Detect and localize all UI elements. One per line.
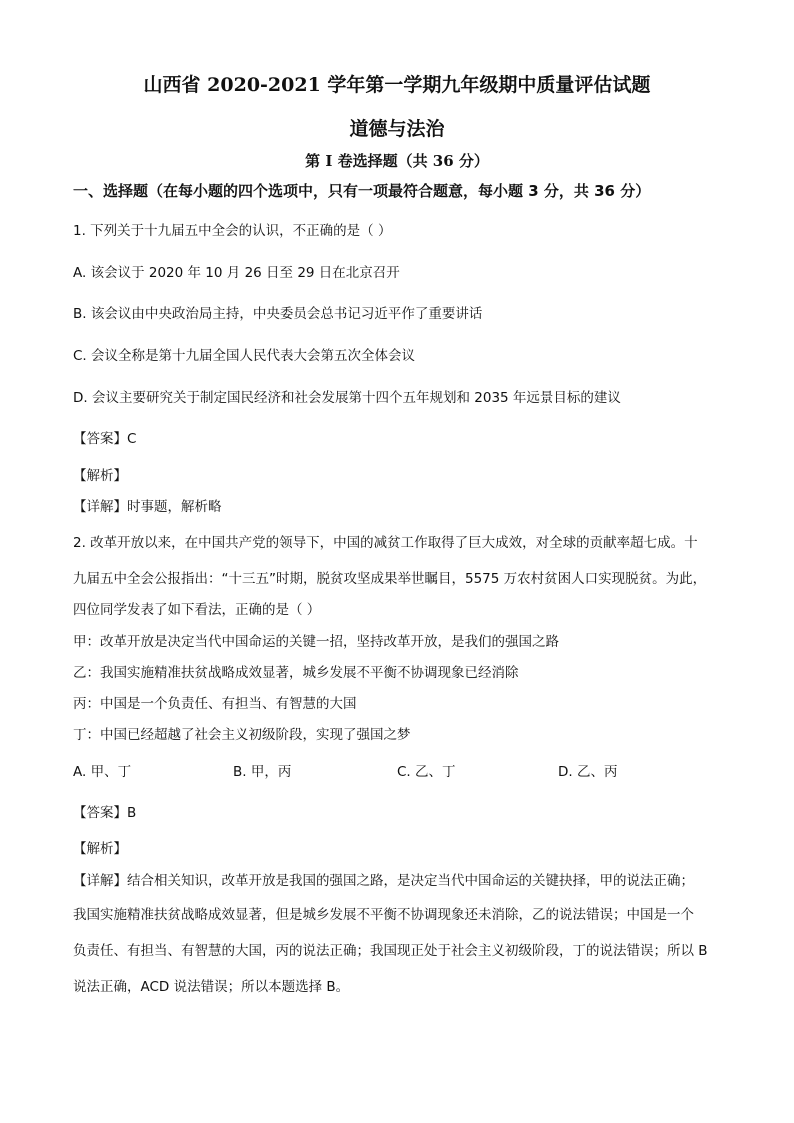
q2-detail-line1: 【详解】结合相关知识，改革开放是我国的强国之路，是决定当代中国命运的关键抉择，甲的说法正确； bbox=[73, 873, 694, 889]
q1-analysis: 【解析】 bbox=[73, 468, 127, 484]
q2-statement-ding: 丁：中国已经超越了社会主义初级阶段，实现了强国之梦 bbox=[73, 727, 411, 743]
q1-detail: 【详解】时事题，解析略 bbox=[73, 499, 222, 515]
q2-option-c: C. 乙、丁 bbox=[397, 764, 456, 780]
volume-heading: 第 I 卷选择题（共 36 分） bbox=[305, 152, 489, 170]
q2-stem-line1: 2. 改革开放以来，在中国共产党的领导下，中国的减贫工作取得了巨大成效，对全球的贡献率超七成。十 bbox=[73, 535, 698, 551]
q2-stem-line2: 九届五中全会公报指出：“十三五”时期，脱贫攻坚成果举世瞩目，5575 万农村贫困人口实现脱贫。为此， bbox=[73, 571, 707, 587]
q2-detail-line2: 我国实施精准扶贫战略成效显著，但是城乡发展不平衡不协调现象还未消除，乙的说法错误；中国是一个 bbox=[73, 907, 694, 923]
q2-statement-jia: 甲：改革开放是决定当代中国命运的关键一招，坚持改革开放，是我们的强国之路 bbox=[73, 634, 559, 650]
q2-answer: 【答案】B bbox=[73, 805, 137, 821]
q2-detail-line3: 负责任、有担当、有智慧的大国，丙的说法正确；我国现正处于社会主义初级阶段，丁的说法错误；所以 B bbox=[73, 943, 708, 959]
q2-analysis: 【解析】 bbox=[73, 841, 127, 857]
q1-option-c: C. 会议全称是第十九届全国人民代表大会第五次全体会议 bbox=[73, 348, 416, 364]
document-title: 山西省 2020-2021 学年第一学期九年级期中质量评估试题 bbox=[143, 74, 651, 96]
q2-detail-line4: 说法正确，ACD 说法错误；所以本题选择 B。 bbox=[73, 979, 350, 995]
q2-statement-bing: 丙：中国是一个负责任、有担当、有智慧的大国 bbox=[73, 696, 357, 712]
q1-option-b: B. 该会议由中央政治局主持，中央委员会总书记习近平作了重要讲话 bbox=[73, 306, 483, 322]
section-heading: 一、选择题（在每小题的四个选项中，只有一项最符合题意，每小题 3 分，共 36 分） bbox=[73, 182, 651, 200]
q1-option-a: A. 该会议于 2020 年 10 月 26 日至 29 日在北京召开 bbox=[73, 265, 400, 281]
q2-option-b: B. 甲，丙 bbox=[233, 764, 292, 780]
q1-option-d: D. 会议主要研究关于制定国民经济和社会发展第十四个五年规划和 2035 年远景目标的建议 bbox=[73, 390, 621, 406]
q2-option-a: A. 甲、丁 bbox=[73, 764, 132, 780]
subject-title: 道德与法治 bbox=[349, 118, 445, 140]
q1-answer: 【答案】C bbox=[73, 431, 137, 447]
q2-option-d: D. 乙、丙 bbox=[558, 764, 618, 780]
q2-statement-yi: 乙：我国实施精准扶贫战略成效显著，城乡发展不平衡不协调现象已经消除 bbox=[73, 665, 519, 681]
q2-stem-line3: 四位同学发表了如下看法，正确的是（ ） bbox=[73, 602, 321, 618]
q1-stem: 1. 下列关于十九届五中全会的认识，不正确的是（ ） bbox=[73, 223, 392, 239]
